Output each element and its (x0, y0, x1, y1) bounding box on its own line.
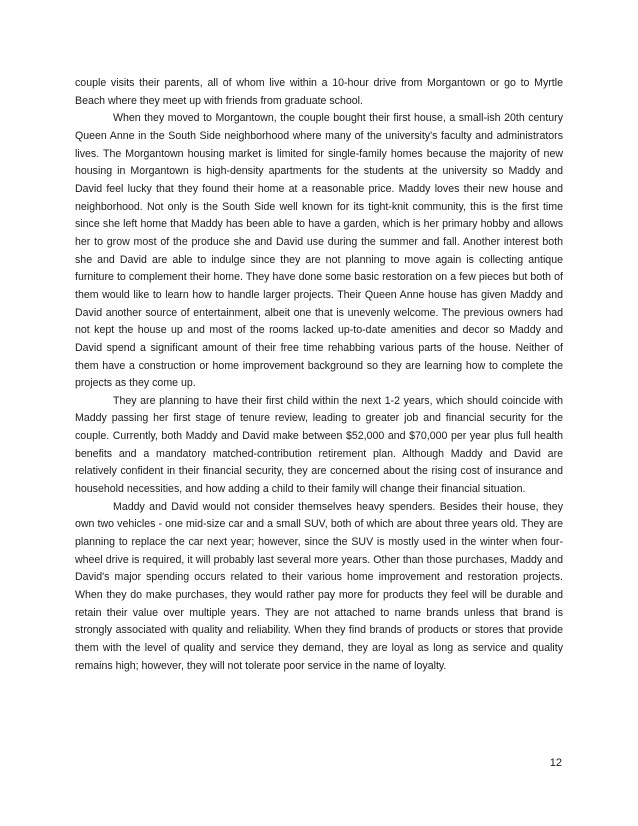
paragraph-spending: Maddy and David would not consider themselves heavy spenders. Besides their house, they own two vehicles - one mid-size car and a small SUV, both of which are about three years old. They are planning to replace the car next year; however, since the SUV is mostly used in the winter when four-wheel drive is required, it will probably last several more years. Other than those purchases, Maddy and David's major spending occurs related to their various home improvement and restoration projects. When they do make purchases, they would rather pay more for products they feel will be durable and retain their value over multiple years. They are not attached to name brands unless that brand is strongly associated with quality and reliability. When they find brands of products or stores that provide them with the level of quality and service they demand, they are loyal as long as service and quality remains high; however, they will not tolerate poor service in the name of loyalty. (75, 500, 563, 672)
body-text (75, 75, 563, 675)
paragraph-continuation: couple visits their parents, all of whom live within a 10-hour drive from Morgantown or go to Myrtle Beach where they meet up with friends from graduate school. (75, 77, 563, 107)
paragraph-finances: They are planning to have their first child within the next 1-2 years, which should coincide with Maddy passing her first stage of tenure review, leading to greater job and financial security for the couple. Currently, both Maddy and David make between $52,000 and $70,000 per year plus full health benefits and a mandatory matched-contribution retirement plan. Although Maddy and David are relatively confident in their financial security, they are concerned about the rising cost of insurance and household necessities, and how adding a child to their family will change their financial situation. (75, 394, 563, 496)
page-number: 12 (549, 757, 562, 769)
paragraph-housing: When they moved to Morgantown, the couple bought their first house, a small-ish 20th century Queen Anne in the South Side neighborhood where many of the university's faculty and administrators lives. The Morgantown housing market is limited for single-family homes because the majority of new housing in Morgantown is high-density apartments for the students at the university so Maddy and David feel lucky that they found their home at a reasonable price. Maddy loves their new house and neighborhood. Not only is the South Side well known for its tight-knit community, this is the first time since she left home that Maddy has been able to have a garden, which is her primary hobby and allows her to grow most of the produce she and David use during the summer and fall. Another interest both she and David are able to indulge since they are not planning to move again is collecting antique furniture to complement their home. They have done some basic restoration on a few pieces but both of them would like to learn how to handle larger projects. Their Queen Anne house has given Maddy and David another source of entertainment, albeit one that is unevenly welcome. The previous owners had not kept the house up and most of the rooms lacked up-to-date amenities and decor so Maddy and David spend a significant amount of their free time rehabbing various parts of the house. Neither of them have a construction or home improvement background so they are learning how to complete the projects as they come up. (75, 112, 563, 390)
